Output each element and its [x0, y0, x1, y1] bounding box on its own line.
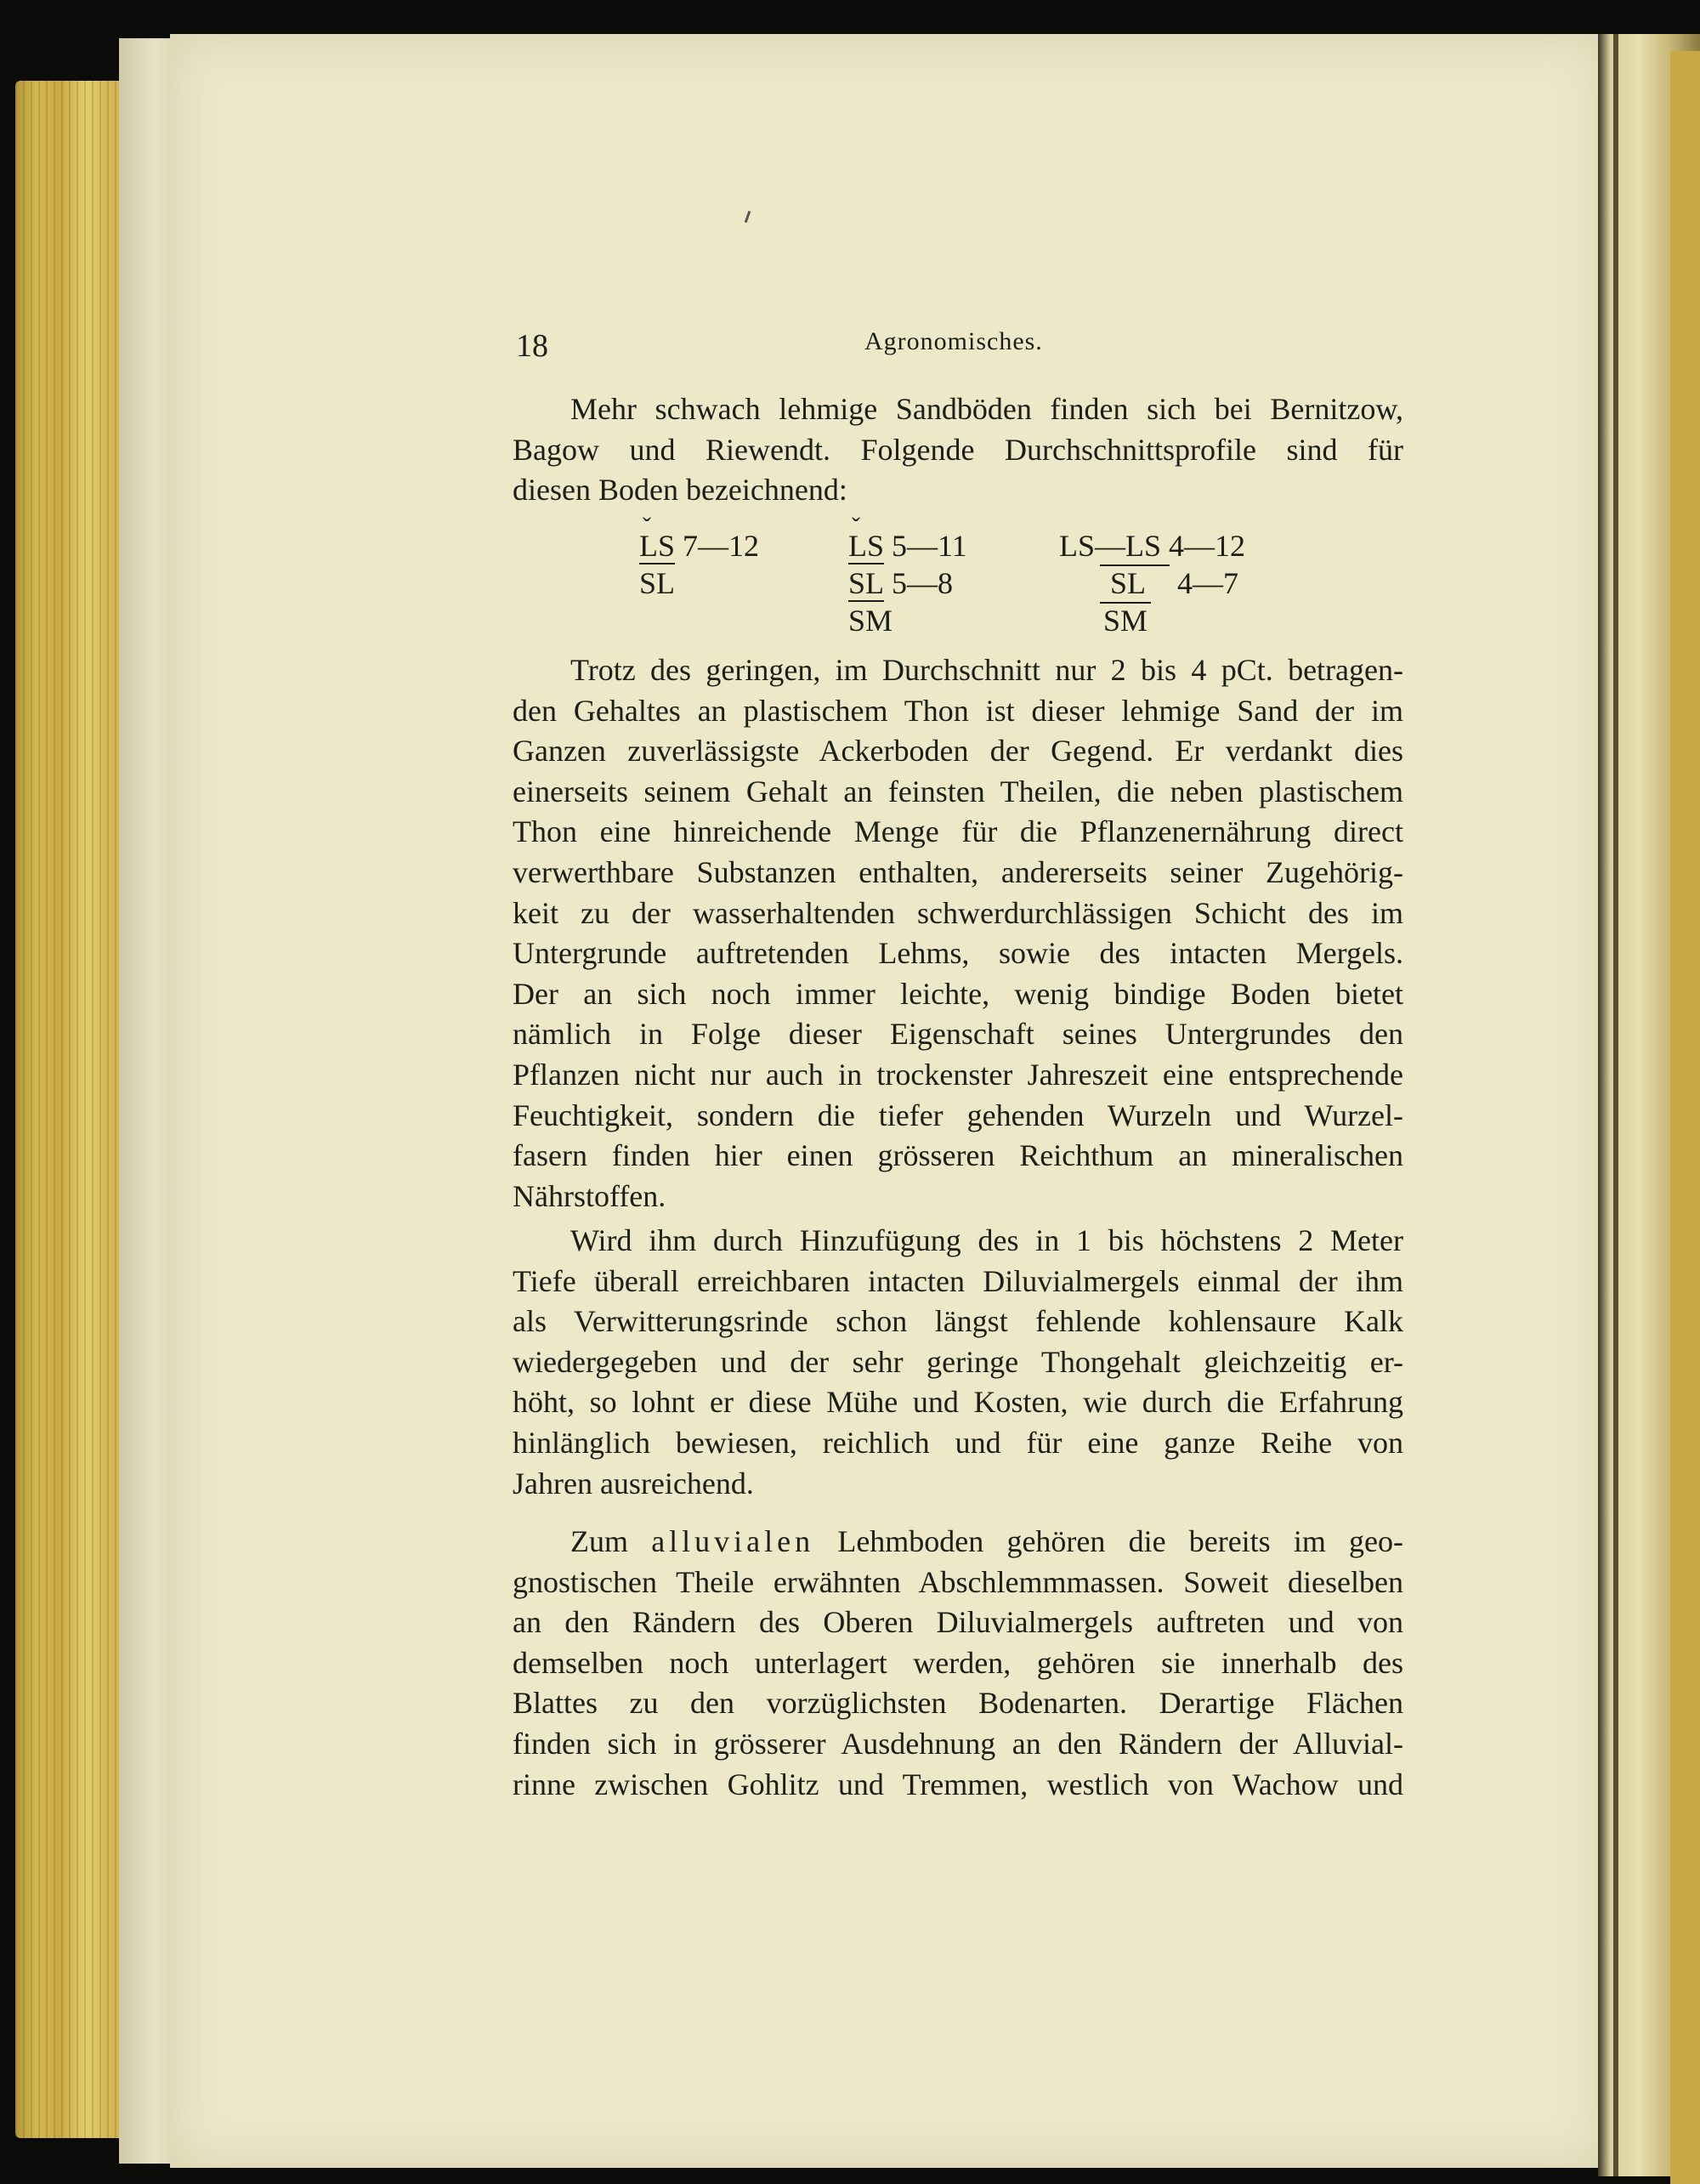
text-line: Blattes zu den vorzüglichsten Bodenarten. Derartige Flächen [513, 1686, 1403, 1721]
text-line: nämlich in Folge dieser Eigenschaft seines Untergrundes den [513, 1017, 1403, 1052]
spaced-term: alluvialen [651, 1524, 815, 1558]
profile-soil: LS—LS [1059, 529, 1162, 563]
text-line: keit zu der wasserhaltenden schwerdurchlässigen Schicht des im [513, 895, 1403, 930]
text-line: wiedergegeben und der sehr geringe Thongehalt gleichzeitig er- [513, 1344, 1403, 1379]
profile-row [639, 527, 759, 564]
text-line: den Gehaltes an plastischem Thon ist dieser lehmige Sand der im [513, 693, 1403, 728]
text-line: Tiefe überall erreichbaren intacten Diluvialmergels einmal der ihm [513, 1263, 1403, 1298]
ink-mark [745, 211, 751, 223]
running-head: Agronomisches. [864, 327, 1043, 355]
text-line: Feuchtigkeit, sondern die tiefer gehenden Wurzeln und Wurzel- [513, 1098, 1403, 1132]
text-line: finden sich in grösserer Ausdehnung an den Rändern der Alluvial- [513, 1726, 1403, 1761]
soil-profile-2 [848, 527, 967, 639]
profile-soil: SL [639, 566, 676, 600]
profile-row [848, 527, 967, 564]
profile-soil: SL [1100, 564, 1170, 600]
text-line: höht, so lohnt er diese Mühe und Kosten, wie durch die Erfahrung [513, 1385, 1403, 1420]
paragraph-4 [513, 1522, 1403, 1805]
text-line: als Verwitterungsrinde schon längst fehlende kohlensaure Kalk [513, 1304, 1403, 1339]
text-line: verwerthbare Substanzen enthalten, andererseits seiner Zugehörig- [513, 854, 1403, 889]
soil-profile-3 [1059, 527, 1245, 639]
profile-range: 4—12 [1169, 529, 1246, 563]
text-fragment: Zum [570, 1524, 628, 1558]
text-line: Thon eine hinreichende Menge für die Pflanzenernährung direct [513, 814, 1403, 849]
text-line: Bagow und Riewendt. Folgende Durchschnittsprofile sind für [513, 432, 1403, 467]
text-line: Ganzen zuverlässigste Ackerboden der Gegend. Er verdankt dies [513, 734, 1403, 769]
profile-row [1059, 564, 1245, 602]
paragraph-2 [513, 650, 1403, 1217]
paragraph-intro [513, 389, 1403, 511]
profile-soil: SL [848, 566, 885, 600]
profile-soil: SM [848, 604, 893, 638]
profile-row [1059, 602, 1245, 639]
profile-row [848, 564, 967, 602]
text-line: Der an sich noch immer leichte, wenig bindige Boden bietet [513, 976, 1403, 1011]
profile-range: 7—12 [683, 529, 760, 563]
profile-range: 5—11 [892, 529, 967, 563]
page-number: 18 [516, 328, 548, 364]
profile-row [639, 564, 759, 602]
text-line: hinlänglich bewiesen, reichlich und für eine ganze Reihe von [513, 1425, 1403, 1460]
text-line: diesen Boden bezeichnend: [513, 473, 847, 508]
profile-soil: ˇ LS [848, 529, 884, 563]
text-line: Wird ihm durch Hinzufügung des in 1 bis höchstens 2 Meter [570, 1223, 1403, 1257]
profile-range: 4—7 [1177, 566, 1239, 600]
text-line [513, 1522, 1403, 1563]
text-line: gnostischen Theile erwähnten Abschlemmmassen. Soweit dieselben [513, 1564, 1403, 1599]
profile-soil: ˇ LS [639, 529, 675, 563]
soil-profile-1 [639, 527, 759, 602]
text-line: demselben noch unterlagert werden, gehören sie innerhalb des [513, 1645, 1403, 1680]
profile-range: 5—8 [892, 566, 954, 600]
text-line: Jahren ausreichend. [513, 1466, 754, 1500]
profile-soil: SM [1100, 602, 1151, 638]
text-line: an den Rändern des Oberen Diluvialmergels auftreten und von [513, 1605, 1403, 1640]
text-line: Pflanzen nicht nur auch in trockenster Jahreszeit eine entsprechende [513, 1057, 1403, 1092]
text-line: fasern finden hier einen grösseren Reichthum an mineralischen [513, 1138, 1403, 1173]
profile-row [1059, 527, 1245, 564]
text-line: Untergrunde auftretenden Lehms, sowie des intacten Mergels. [513, 936, 1403, 971]
text-line: Mehr schwach lehmige Sandböden finden sich bei Bernitzow, [570, 392, 1403, 426]
text-line: rinne zwischen Gohlitz und Tremmen, westlich von Wachow und [513, 1767, 1403, 1801]
paragraph-3 [513, 1221, 1403, 1504]
profile-row [848, 602, 967, 639]
text-line: Trotz des geringen, im Durchschnitt nur 2 bis 4 pCt. betragen- [570, 653, 1403, 687]
text-line: einerseits seinem Gehalt an feinsten Theilen, die neben plastischem [513, 774, 1403, 808]
text-line: Nährstoffen. [513, 1178, 666, 1213]
text-fragment: Lehmboden gehören die bereits im geo- [837, 1524, 1404, 1558]
